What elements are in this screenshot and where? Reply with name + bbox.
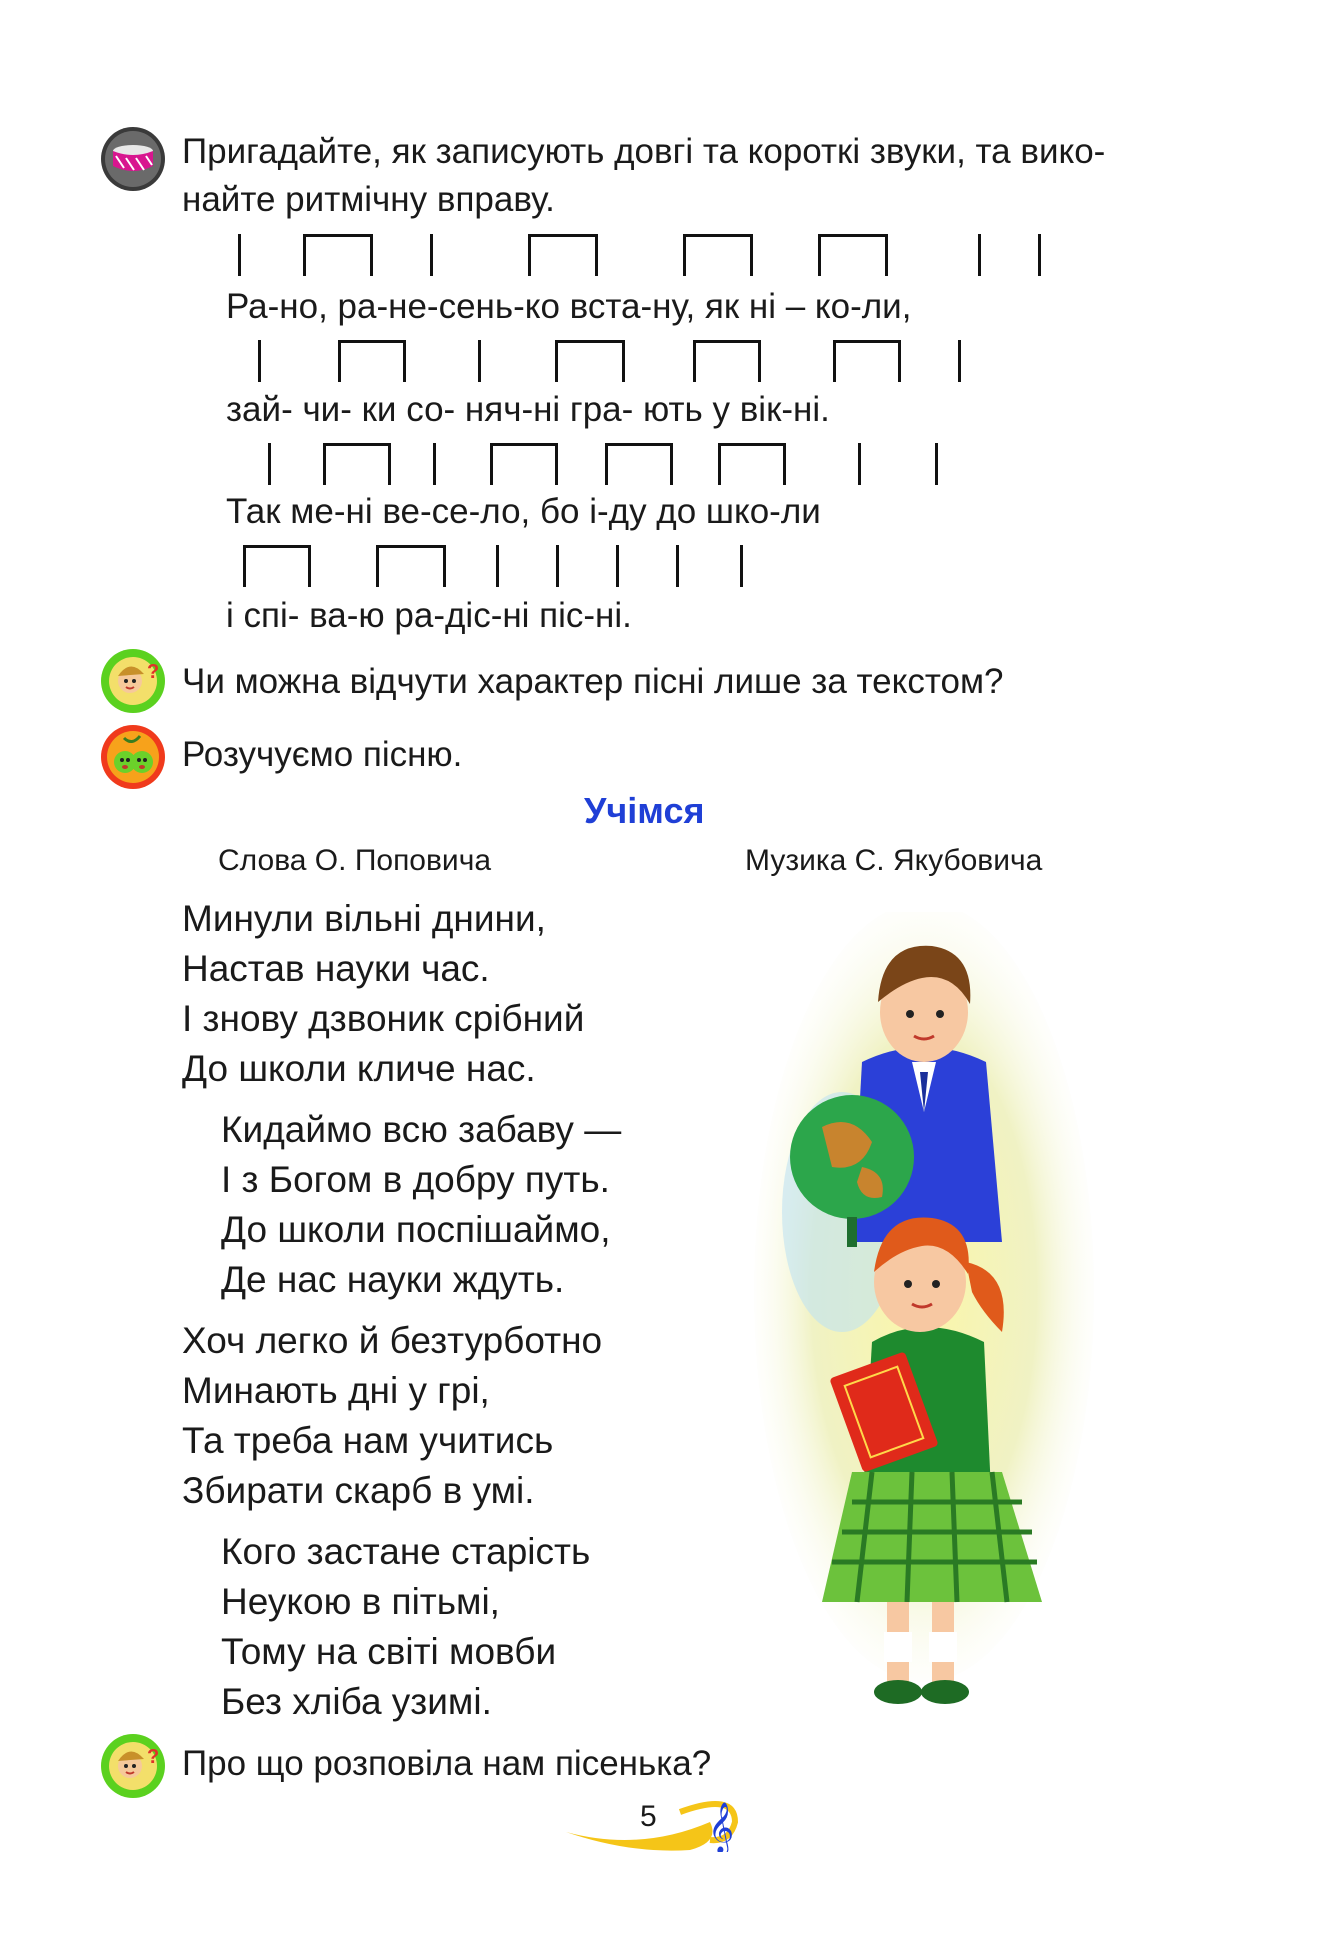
eighth-pair	[605, 443, 673, 485]
quarter-note	[958, 340, 961, 382]
song-music-by: Музика С. Якубовича	[745, 844, 1043, 877]
rhythm-lyric-4: і спі- ва-ю ра-діс-ні піс-ні.	[226, 596, 632, 635]
song-verse-3	[182, 1316, 602, 1516]
question2-text: Про що розповіла нам пісенька?	[182, 1744, 712, 1783]
eighth-pair	[818, 234, 888, 276]
eighth-pair	[243, 545, 311, 587]
page-number: 5	[640, 1800, 657, 1833]
eighth-pair	[528, 234, 598, 276]
eighth-pair	[693, 340, 761, 382]
quarter-note	[935, 443, 938, 485]
rhythm-lyric-1: Ра-но, ра-не-сень-ко вста-ну, як ні – ко-ли,	[226, 287, 912, 326]
verse-line: Кидаймо всю забаву —	[221, 1109, 622, 1150]
song-title: Учімся	[584, 790, 705, 831]
quarter-note	[268, 443, 271, 485]
question1-text: Чи можна відчути характер пісні лише за текстом?	[182, 662, 1004, 701]
svg-text:𝄞: 𝄞	[708, 1802, 735, 1852]
schoolchildren-illustration	[752, 912, 1096, 1712]
svg-text:?: ?	[147, 1746, 160, 1768]
eighth-pair	[683, 234, 753, 276]
quarter-note	[676, 545, 679, 587]
song-words-by: Слова О. Поповича	[218, 844, 492, 877]
eighth-pair	[490, 443, 558, 485]
quarter-note	[238, 234, 241, 276]
song-verse-1	[182, 894, 584, 1094]
verse-line: Неукою в пітьмі,	[221, 1581, 500, 1622]
verse-line: Минають дні у грі,	[182, 1370, 490, 1411]
verse-line: Настав науки час.	[182, 948, 490, 989]
song-verse-4	[221, 1527, 590, 1727]
quarter-note	[740, 545, 743, 587]
rhythm-row-2	[0, 340, 1339, 394]
eighth-pair	[323, 443, 391, 485]
rhythm-row-3	[0, 443, 1339, 497]
task1-line2: найте ритмічну вправу.	[182, 180, 555, 219]
rhythm-row-4	[0, 545, 1339, 599]
quarter-note	[496, 545, 499, 587]
song-verse-2	[221, 1105, 621, 1305]
eighth-pair	[303, 234, 373, 276]
verse-line: До школи кличе нас.	[182, 1048, 536, 1089]
verse-line: Де нас науки ждуть.	[221, 1259, 565, 1300]
verse-line: Кого застане старість	[221, 1531, 591, 1572]
eighth-pair	[376, 545, 446, 587]
quarter-note	[556, 545, 559, 587]
quarter-note	[433, 443, 436, 485]
quarter-note	[616, 545, 619, 587]
quarter-note	[858, 443, 861, 485]
quarter-note	[978, 234, 981, 276]
thinking-boy-icon	[100, 1733, 166, 1799]
verse-line: Тому на світі мовби	[221, 1631, 557, 1672]
task2-text: Розучуємо пісню.	[182, 735, 463, 774]
drum-icon	[100, 126, 166, 192]
rhythm-row-1	[0, 234, 1339, 288]
quarter-note	[430, 234, 433, 276]
eighth-pair	[833, 340, 901, 382]
verse-line: І знову дзвоник срібний	[182, 998, 585, 1039]
eighth-pair	[555, 340, 625, 382]
quarter-note	[478, 340, 481, 382]
singing-cherries-icon	[100, 724, 166, 790]
eighth-pair	[718, 443, 786, 485]
eighth-pair	[338, 340, 406, 382]
svg-text:?: ?	[147, 661, 160, 683]
quarter-note	[1038, 234, 1041, 276]
verse-line: Минули вільні днини,	[182, 898, 546, 939]
verse-line: І з Богом в добру путь.	[221, 1159, 610, 1200]
rhythm-lyric-2: зай- чи- ки со- няч-ні гра- ють у вік-ні.	[226, 390, 830, 429]
quarter-note	[258, 340, 261, 382]
verse-line: До школи поспішаймо,	[221, 1209, 611, 1250]
verse-line: Збирати скарб в умі.	[182, 1470, 535, 1511]
verse-line: Хоч легко й безтурботно	[182, 1320, 603, 1361]
thinking-boy-icon	[100, 648, 166, 714]
verse-line: Та треба нам учитись	[182, 1420, 554, 1461]
task1-line1: Пригадайте, як записують довгі та короткі звуки, та вико-	[182, 132, 1106, 171]
verse-line: Без хліба узимі.	[221, 1681, 492, 1722]
rhythm-lyric-3: Так ме-ні ве-се-ло, бо і-ду до шко-ли	[226, 492, 821, 531]
